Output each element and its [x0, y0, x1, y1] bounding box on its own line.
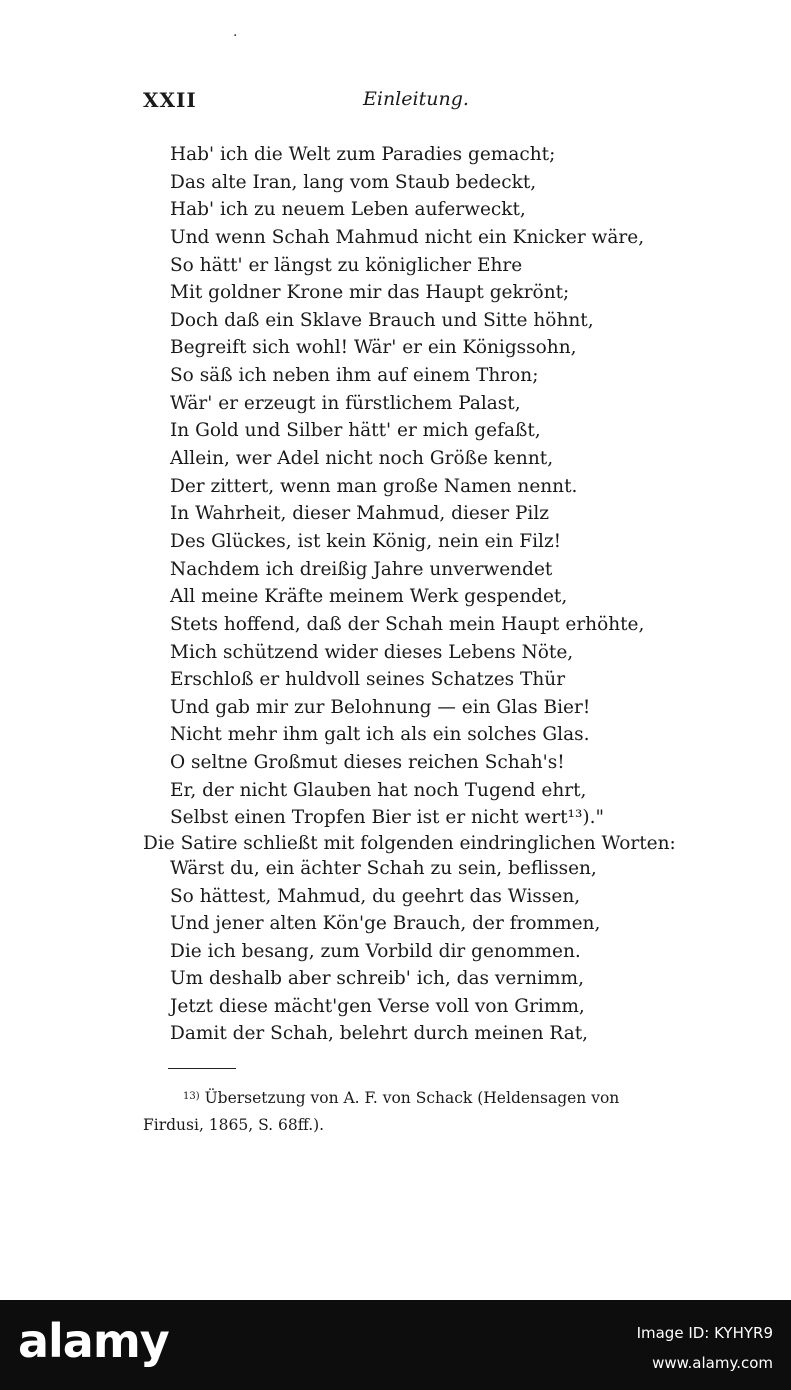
verse-line: Allein, wer Adel nicht noch Größe kennt,: [170, 448, 554, 470]
page-number: XXII: [143, 88, 197, 112]
footnote: [143, 1085, 683, 1139]
verse-line: Und wenn Schah Mahmud nicht ein Knicker wäre,: [170, 226, 645, 248]
watermark-bar: [0, 1300, 791, 1390]
verse-line: Mich schützend wider dieses Lebens Nöte,: [170, 641, 574, 663]
verse-line: Mit goldner Krone mir das Haupt gekrönt;: [170, 282, 570, 304]
running-head: Einleitung.: [363, 88, 469, 110]
verse-line: Der zittert, wenn man große Namen nennt.: [170, 475, 578, 497]
top-mark: ·: [233, 28, 238, 44]
image-id: Image ID: KYHYR9: [636, 1324, 773, 1342]
alamy-logo: alamy: [18, 1314, 169, 1368]
verse-line: In Gold und Silber hätt' er mich gefaßt,: [170, 420, 541, 442]
verse-line: Nicht mehr ihm galt ich als ein solches Glas.: [170, 724, 590, 746]
verse-line: So säß ich neben ihm auf einem Thron;: [170, 365, 539, 387]
verse-line: Wärst du, ein ächter Schah zu sein, beflissen,: [170, 858, 597, 879]
verse-line: Wär' er erzeugt in fürstlichem Palast,: [170, 392, 521, 414]
verse-line: Hab' ich die Welt zum Paradies gemacht;: [170, 144, 556, 165]
footnote-text: Übersetzung von A. F. von Schack (Heldensagen von Firdusi, 1865, S. 68ff.).: [143, 1089, 620, 1134]
verse-line: So hättest, Mahmud, du geehrt das Wissen,: [170, 885, 581, 907]
page-header: [143, 88, 658, 118]
site-link[interactable]: www.alamy.com: [652, 1354, 773, 1372]
verse-line: Hab' ich zu neuem Leben auferweckt,: [170, 199, 526, 221]
footnote-number: 13): [183, 1091, 200, 1102]
verse-line: Des Glückes, ist kein König, nein ein Filz!: [170, 530, 562, 552]
verse-line: Die ich besang, zum Vorbild dir genommen.: [170, 940, 581, 962]
verse-line: Um deshalb aber schreib' ich, das vernimm,: [170, 968, 584, 989]
verse-line: So hätt' er längst zu königlicher Ehre: [170, 254, 523, 276]
verse-line: Jetzt diese mächt'gen Verse voll von Grimm,: [170, 995, 585, 1017]
verse-line: All meine Kräfte meinem Werk gespendet,: [170, 586, 568, 608]
verse-line: Stets hoffend, daß der Schah mein Haupt erhöhte,: [170, 613, 645, 635]
verse-block-2: [170, 855, 670, 1048]
verse-line: Damit der Schah, belehrt durch meinen Rat,: [170, 1023, 589, 1044]
verse-line: Nachdem ich dreißig Jahre unverwendet: [170, 558, 553, 580]
verse-line: Das alte Iran, lang vom Staub bedeckt,: [170, 171, 537, 193]
stock-meta: [637, 1318, 773, 1378]
prose-line: Die Satire schließt mit folgenden eindringlichen Worten:: [143, 833, 676, 854]
verse-line: Erschloß er huldvoll seines Schatzes Thür: [170, 669, 566, 691]
verse-line: Selbst einen Tropfen Bier ist er nicht wert¹³).": [170, 807, 604, 829]
verse-line: Und jener alten Kön'ge Brauch, der frommen,: [170, 913, 601, 934]
verse-line: Begreift sich wohl! Wär' er ein Königssohn,: [170, 337, 577, 359]
verse-line: Er, der nicht Glauben hat noch Tugend ehrt,: [170, 779, 587, 801]
verse-line: Doch daß ein Sklave Brauch und Sitte höhnt,: [170, 309, 594, 331]
verse-line: O seltne Großmut dieses reichen Schah's!: [170, 752, 565, 774]
verse-line: In Wahrheit, dieser Mahmud, dieser Pilz: [170, 503, 549, 525]
verse-line: Und gab mir zur Belohnung — ein Glas Bier!: [170, 696, 591, 718]
footnote-divider: [168, 1068, 236, 1069]
verse-block-1: [170, 141, 670, 832]
